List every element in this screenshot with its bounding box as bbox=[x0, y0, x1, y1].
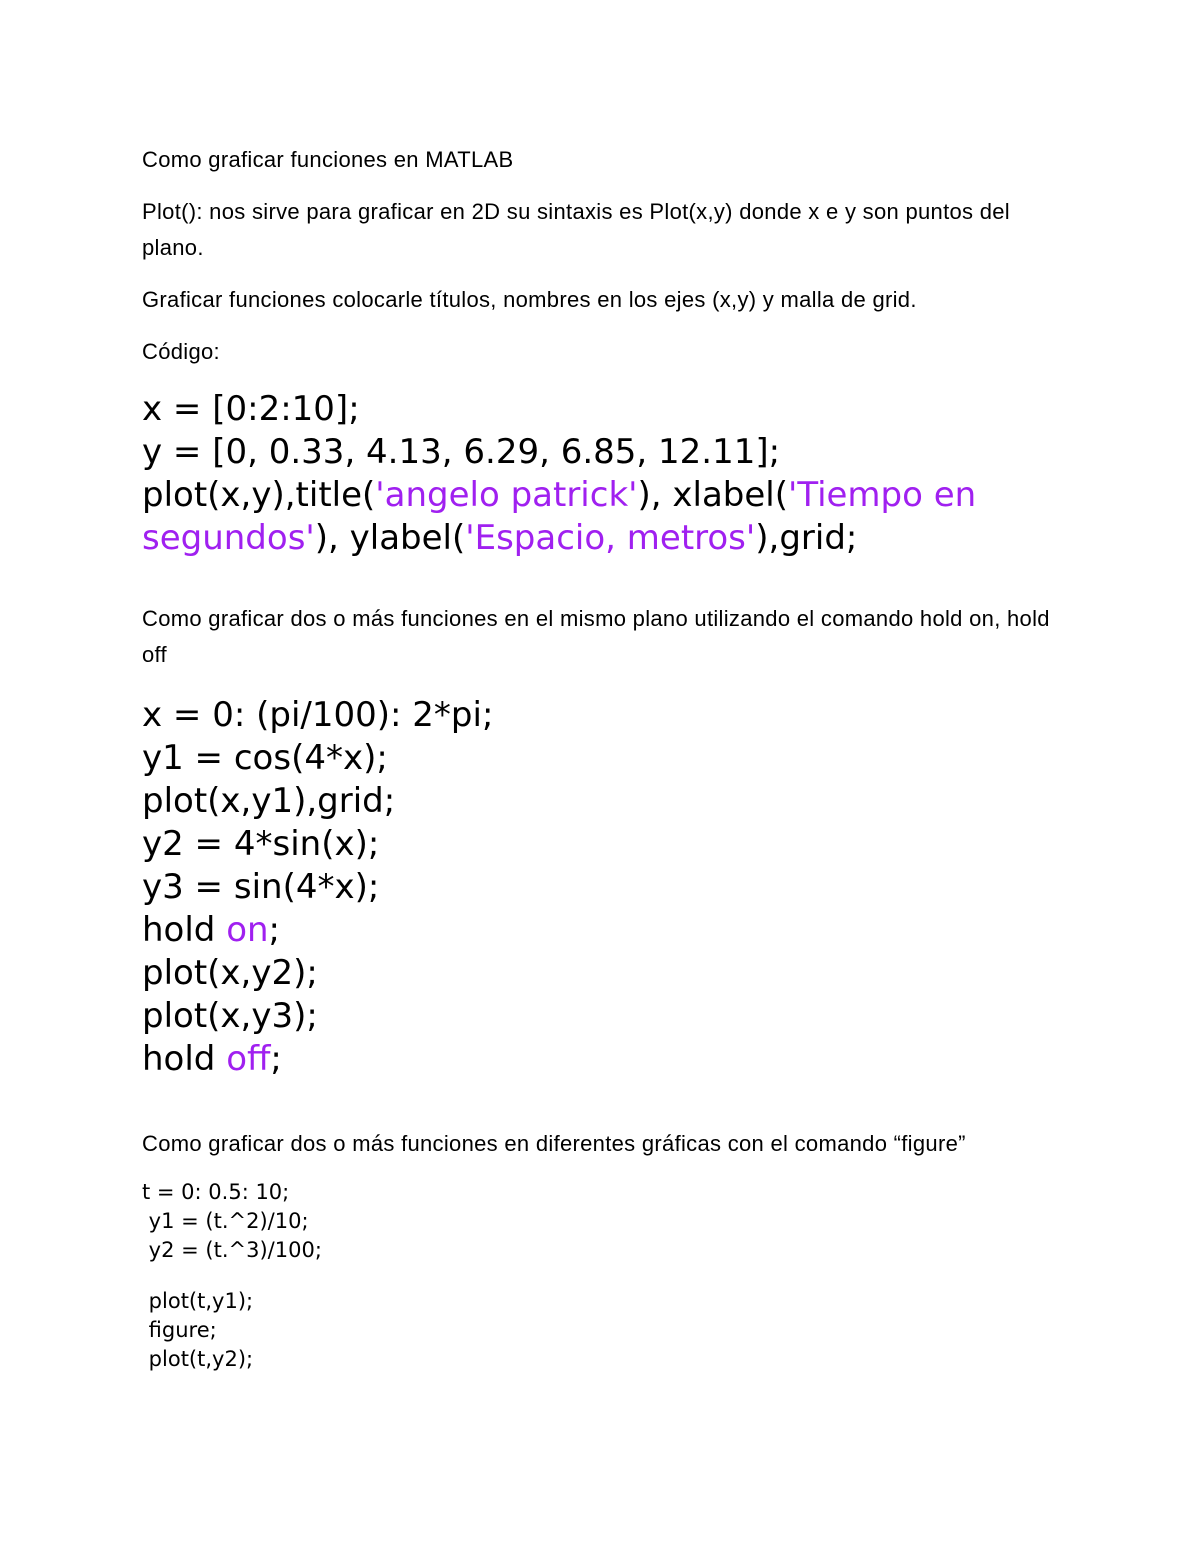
code-string: 'angelo patrick' bbox=[375, 475, 638, 515]
codigo-label: Código: bbox=[142, 339, 220, 364]
code-line: x = [0:2:10]; bbox=[142, 389, 360, 429]
code-keyword: on bbox=[226, 910, 269, 950]
code-line bbox=[142, 1038, 1102, 1081]
code-line: plot(t,y1); bbox=[142, 1289, 254, 1313]
code-line: plot(x,y2); bbox=[142, 953, 318, 993]
code-block-hold bbox=[142, 694, 1102, 1081]
code-line: plot(t,y2); bbox=[142, 1347, 254, 1371]
code-line bbox=[142, 517, 1102, 560]
code-line: plot(x,y1),grid; bbox=[142, 781, 396, 821]
code-keyword: off bbox=[226, 1039, 271, 1079]
code-line bbox=[142, 909, 1102, 952]
code-string: segundos' bbox=[142, 518, 315, 558]
code-string: 'Espacio, metros' bbox=[465, 518, 756, 558]
code-text: ; bbox=[268, 910, 281, 950]
titles-description: Graficar funciones colocarle títulos, nombres en los ejes (x,y) y malla de grid. bbox=[142, 287, 917, 312]
code-text: ), xlabel( bbox=[637, 475, 788, 515]
code-line: x = 0: (pi/100): 2*pi; bbox=[142, 695, 494, 735]
plot-description: Plot(): nos sirve para graficar en 2D su sintaxis es Plot(x,y) donde x e y son puntos del plano. bbox=[142, 199, 1010, 260]
code-line: t = 0: 0.5: 10; bbox=[142, 1180, 290, 1204]
hold-description: Como graficar dos o más funciones en el mismo plano utilizando el comando hold on, hold off bbox=[142, 606, 1050, 667]
code-line: y2 = (t.^3)/100; bbox=[142, 1238, 322, 1262]
code-string: 'Tiempo en bbox=[788, 475, 977, 515]
code-text: hold bbox=[142, 910, 227, 950]
code-line: y3 = sin(4*x); bbox=[142, 867, 380, 907]
code-block-figure bbox=[142, 1178, 842, 1374]
code-line: y = [0, 0.33, 4.13, 6.29, 6.85, 12.11]; bbox=[142, 432, 781, 472]
code-line: y1 = (t.^2)/10; bbox=[142, 1209, 309, 1233]
code-text: hold bbox=[142, 1039, 227, 1079]
code-text: plot(x,y),title( bbox=[142, 475, 376, 515]
page-heading: Como graficar funciones en MATLAB bbox=[142, 147, 514, 172]
code-line: y1 = cos(4*x); bbox=[142, 738, 388, 778]
code-line: figure; bbox=[142, 1318, 217, 1342]
code-line bbox=[142, 474, 1102, 517]
code-text: ),grid; bbox=[755, 518, 858, 558]
code-text: ), ylabel( bbox=[314, 518, 466, 558]
code-block-basic-plot bbox=[142, 388, 1102, 560]
code-text: ; bbox=[270, 1039, 282, 1079]
code-line: plot(x,y3); bbox=[142, 996, 318, 1036]
code-line: y2 = 4*sin(x); bbox=[142, 824, 380, 864]
figure-description: Como graficar dos o más funciones en diferentes gráficas con el comando “figure” bbox=[142, 1131, 966, 1156]
